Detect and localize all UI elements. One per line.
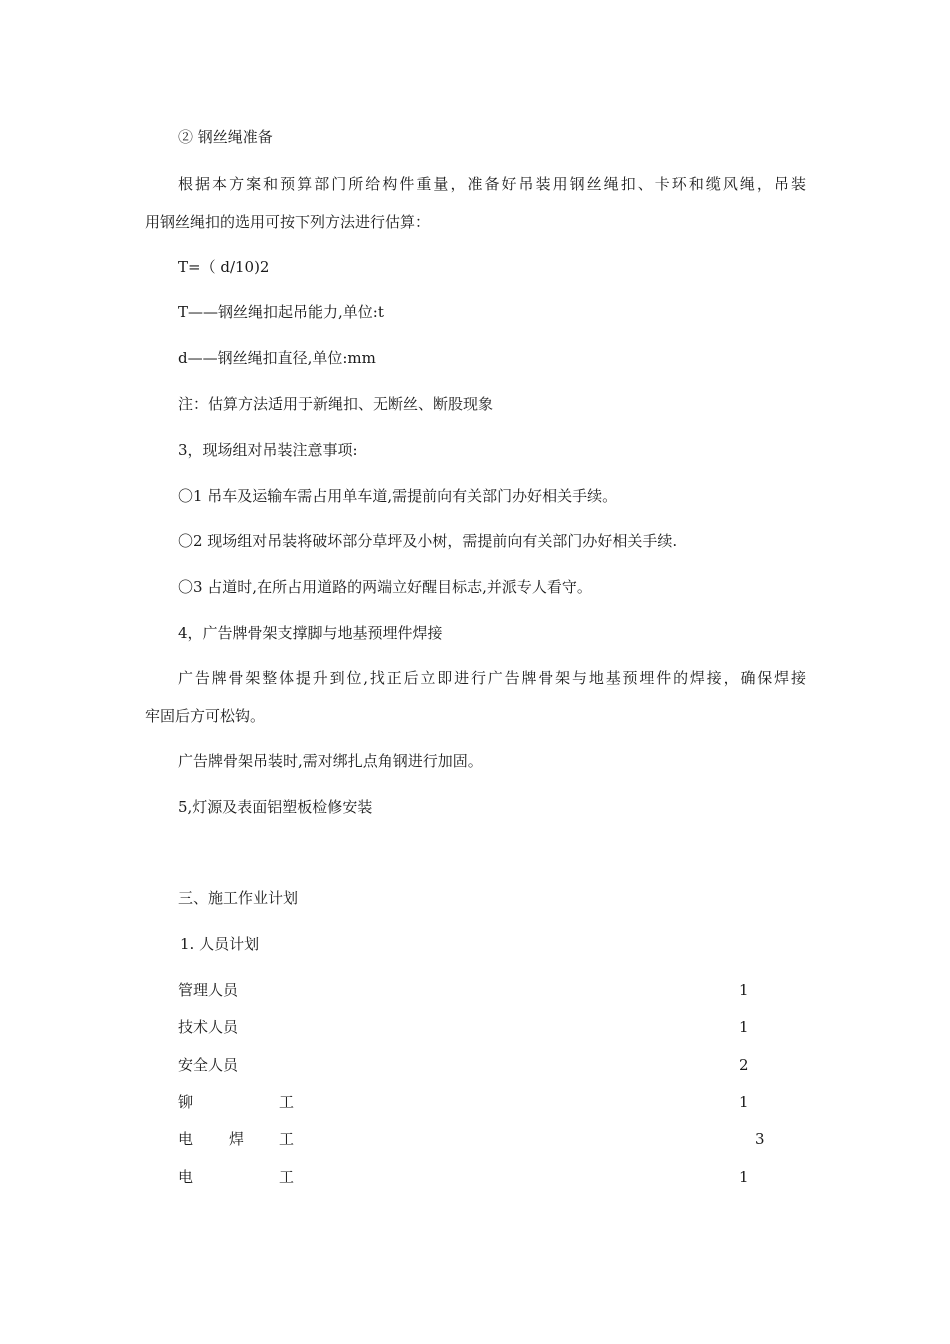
paragraph-line: 用钢丝绳扣的选用可按下列方法进行估算： [145, 213, 431, 231]
section-heading-wire-rope: ② 钢丝绳准备 [178, 128, 273, 146]
formula: T=（ d/10)2 [178, 258, 270, 276]
staff-count: 1 [739, 981, 749, 999]
staff-label-char: 铆 [178, 1093, 194, 1111]
definition-t: T——钢丝绳扣起吊能力,单位:t [178, 303, 384, 321]
staff-label-char: 焊 [229, 1130, 245, 1148]
section-heading-precautions: 3，现场组对吊装注意事项: [178, 441, 358, 459]
staff-label-char: 工 [279, 1093, 295, 1111]
staff-count: 3 [755, 1130, 765, 1148]
staff-count: 2 [739, 1056, 749, 1074]
staff-label-char: 工 [279, 1130, 295, 1148]
sub-heading-staff-plan: 1. 人员计划 [180, 935, 260, 953]
staff-label-char: 电 [178, 1130, 194, 1148]
staff-count: 1 [739, 1168, 749, 1186]
part-heading-construction-plan: 三、施工作业计划 [178, 889, 299, 907]
staff-label: 技术人员 [178, 1018, 239, 1036]
paragraph-line: 牢固后方可松钩。 [145, 707, 266, 725]
staff-label: 安全人员 [178, 1056, 239, 1074]
staff-count: 1 [739, 1093, 749, 1111]
list-item: 〇2 现场组对吊装将破坏部分草坪及小树，需提前向有关部门办好相关手续. [178, 532, 678, 550]
list-item: 〇3 占道时,在所占用道路的两端立好醒目标志,并派专人看守。 [178, 578, 592, 596]
paragraph-line: 广告牌骨架整体提升到位,找正后立即进行广告牌骨架与地基预埋件的焊接，确保焊接 [178, 669, 806, 687]
staff-label: 管理人员 [178, 981, 239, 999]
paragraph-line: 根据本方案和预算部门所给构件重量，准备好吊装用钢丝绳扣、卡环和缆风绳，吊装 [178, 175, 806, 193]
list-item: 〇1 吊车及运输车需占用单车道,需提前向有关部门办好相关手续。 [178, 487, 618, 505]
staff-label-char: 电 [178, 1168, 194, 1186]
section-heading-welding: 4，广告牌骨架支撑脚与地基预埋件焊接 [178, 624, 443, 642]
staff-count: 1 [739, 1018, 749, 1036]
definition-d: d——钢丝绳扣直径,单位:mm [178, 349, 376, 367]
note: 注：估算方法适用于新绳扣、无断丝、断股现象 [178, 395, 494, 413]
paragraph: 广告牌骨架吊装时,需对绑扎点角钢进行加固。 [178, 752, 483, 770]
staff-label-char: 工 [279, 1168, 295, 1186]
section-heading-light-source: 5,灯源及表面铝塑板检修安装 [178, 798, 373, 816]
